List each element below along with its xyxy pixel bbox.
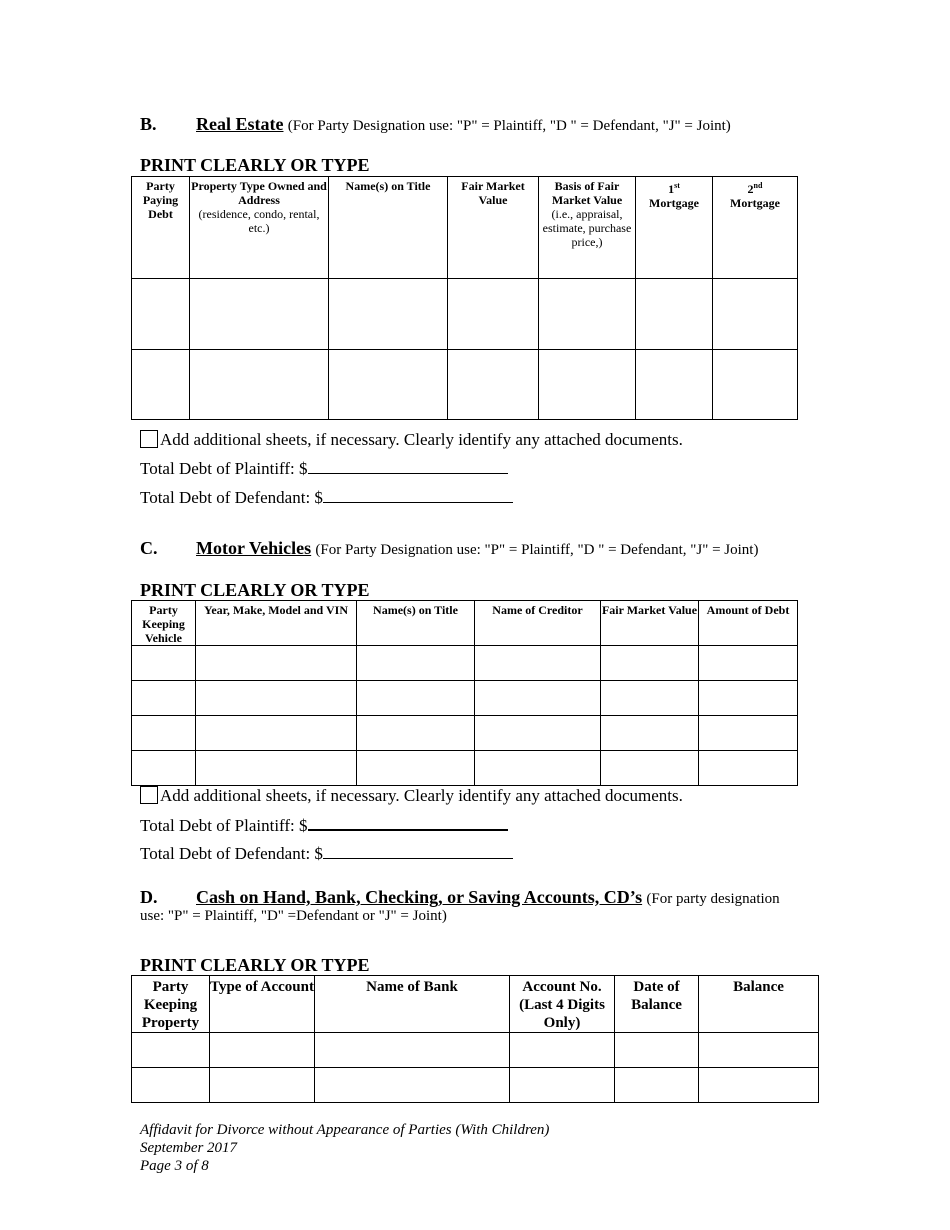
section-c-add-sheets xyxy=(140,786,683,806)
table-cell[interactable] xyxy=(539,350,636,420)
table-cell[interactable] xyxy=(132,1068,210,1103)
header-name-of-creditor: Name of Creditor xyxy=(475,601,601,646)
table-cell[interactable] xyxy=(699,716,798,751)
table-cell[interactable] xyxy=(510,1033,615,1068)
table-cell[interactable] xyxy=(315,1033,510,1068)
section-b-total-defendant xyxy=(140,488,513,508)
table-cell[interactable] xyxy=(329,350,448,420)
table-cell[interactable] xyxy=(190,279,329,350)
total-plaintiff-label: Total Debt of Plaintiff: $ xyxy=(140,816,308,835)
table-row xyxy=(132,751,798,786)
section-c-total-plaintiff xyxy=(140,815,508,836)
header-first-mortgage: 1st Mortgage xyxy=(636,177,713,279)
add-sheets-label: Add additional sheets, if necessary. Clearly identify any attached documents. xyxy=(160,786,683,805)
table-cell[interactable] xyxy=(196,681,357,716)
table-cell[interactable] xyxy=(132,279,190,350)
section-b-total-plaintiff xyxy=(140,459,508,479)
table-cell[interactable] xyxy=(210,1068,315,1103)
table-cell[interactable] xyxy=(475,681,601,716)
section-b-description: (For Party Designation use: "P" = Plaintiff, "D " = Defendant, "J" = Joint) xyxy=(287,118,731,134)
table-cell[interactable] xyxy=(315,1068,510,1103)
table-cell[interactable] xyxy=(132,716,196,751)
table-cell[interactable] xyxy=(196,646,357,681)
table-cell[interactable] xyxy=(636,350,713,420)
table-cell[interactable] xyxy=(448,350,539,420)
table-cell[interactable] xyxy=(132,751,196,786)
section-b-letter: B. xyxy=(140,114,157,134)
header-year-make-model: Year, Make, Model and VIN xyxy=(196,601,357,646)
table-cell[interactable] xyxy=(601,681,699,716)
table-cell[interactable] xyxy=(196,751,357,786)
add-sheets-label: Add additional sheets, if necessary. Clearly identify any attached documents. xyxy=(160,430,683,449)
table-row xyxy=(132,1033,819,1068)
table-row xyxy=(132,350,798,420)
header-balance: Balance xyxy=(699,976,819,1033)
total-plaintiff-field[interactable] xyxy=(308,815,508,831)
table-row xyxy=(132,681,798,716)
section-d-print-label: PRINT CLEARLY OR TYPE xyxy=(140,955,370,975)
table-cell[interactable] xyxy=(210,1033,315,1068)
footer-date: September 2017 xyxy=(140,1140,238,1156)
total-plaintiff-label: Total Debt of Plaintiff: $ xyxy=(140,459,308,478)
header-names-on-title: Name(s) on Title xyxy=(329,177,448,279)
section-d-description-2: use: "P" = Plaintiff, "D" =Defendant or "J" = Joint) xyxy=(140,908,447,924)
table-cell[interactable] xyxy=(475,646,601,681)
header-fair-market-value: Fair Market Value xyxy=(448,177,539,279)
section-b-print-label: PRINT CLEARLY OR TYPE xyxy=(140,155,370,175)
table-cell[interactable] xyxy=(190,350,329,420)
section-c-title: Motor Vehicles xyxy=(196,538,312,558)
footer-title: Affidavit for Divorce without Appearance of Parties (With Children) xyxy=(140,1122,550,1138)
table-cell[interactable] xyxy=(615,1068,699,1103)
table-cell[interactable] xyxy=(357,751,475,786)
section-d-description-1: (For party designation xyxy=(646,891,780,907)
table-cell[interactable] xyxy=(713,350,798,420)
section-d-title: Cash on Hand, Bank, Checking, or Saving Accounts, CD’s xyxy=(196,887,643,907)
header-fair-market-value: Fair Market Value xyxy=(601,601,699,646)
section-d-letter: D. xyxy=(140,887,158,907)
table-cell[interactable] xyxy=(699,646,798,681)
table-cell[interactable] xyxy=(357,681,475,716)
table-cell[interactable] xyxy=(601,751,699,786)
table-cell[interactable] xyxy=(636,279,713,350)
header-type-of-account: Type of Account xyxy=(210,976,315,1033)
header-property-type: Property Type Owned and Address (residence, condo, rental, etc.) xyxy=(190,177,329,279)
header-date-of-balance: Date of Balance xyxy=(615,976,699,1033)
table-row xyxy=(132,279,798,350)
section-c-print-label: PRINT CLEARLY OR TYPE xyxy=(140,580,370,600)
total-defendant-label: Total Debt of Defendant: $ xyxy=(140,844,323,863)
table-cell[interactable] xyxy=(329,279,448,350)
section-c-letter: C. xyxy=(140,538,158,558)
motor-vehicles-table xyxy=(131,600,798,786)
header-amount-of-debt: Amount of Debt xyxy=(699,601,798,646)
footer xyxy=(140,1121,549,1175)
total-defendant-field[interactable] xyxy=(323,844,513,859)
table-cell[interactable] xyxy=(699,1033,819,1068)
section-c-heading xyxy=(140,538,758,560)
table-cell[interactable] xyxy=(601,716,699,751)
total-defendant-field[interactable] xyxy=(323,488,513,503)
section-c-total-defendant xyxy=(140,844,513,864)
header-party-keeping-vehicle: Party Keeping Vehicle xyxy=(132,601,196,646)
table-cell[interactable] xyxy=(357,646,475,681)
section-b-heading xyxy=(140,114,731,136)
header-name-of-bank: Name of Bank xyxy=(315,976,510,1033)
header-names-on-title: Name(s) on Title xyxy=(357,601,475,646)
table-cell[interactable] xyxy=(713,279,798,350)
table-cell[interactable] xyxy=(448,279,539,350)
table-row xyxy=(132,646,798,681)
bank-accounts-table xyxy=(131,975,819,1103)
table-cell[interactable] xyxy=(196,716,357,751)
table-row xyxy=(132,1068,819,1103)
header-party-paying-debt: Party Paying Debt xyxy=(132,177,190,279)
total-defendant-label: Total Debt of Defendant: $ xyxy=(140,488,323,507)
table-cell[interactable] xyxy=(699,751,798,786)
header-party-keeping-property: Party Keeping Property xyxy=(132,976,210,1033)
table-row xyxy=(132,716,798,751)
add-sheets-checkbox[interactable] xyxy=(140,786,158,804)
table-cell[interactable] xyxy=(132,1033,210,1068)
table-cell[interactable] xyxy=(475,716,601,751)
section-d-heading xyxy=(140,887,780,909)
section-b-add-sheets xyxy=(140,430,683,450)
table-cell[interactable] xyxy=(510,1068,615,1103)
table-cell[interactable] xyxy=(132,646,196,681)
table-cell[interactable] xyxy=(475,751,601,786)
table-cell[interactable] xyxy=(132,681,196,716)
section-c-description: (For Party Designation use: "P" = Plaintiff, "D " = Defendant, "J" = Joint) xyxy=(315,542,759,558)
table-cell[interactable] xyxy=(539,279,636,350)
footer-page: Page 3 of 8 xyxy=(140,1158,209,1174)
table-cell[interactable] xyxy=(601,646,699,681)
real-estate-table xyxy=(131,176,798,420)
section-b-title: Real Estate xyxy=(196,114,284,134)
header-account-number: Account No. (Last 4 Digits Only) xyxy=(510,976,615,1033)
table-cell[interactable] xyxy=(699,681,798,716)
add-sheets-checkbox[interactable] xyxy=(140,430,158,448)
total-plaintiff-field[interactable] xyxy=(308,459,508,474)
header-basis-of-value: Basis of Fair Market Value (i.e., appraisal, estimate, purchase price,) xyxy=(539,177,636,279)
table-cell[interactable] xyxy=(357,716,475,751)
table-cell[interactable] xyxy=(132,350,190,420)
header-second-mortgage: 2nd Mortgage xyxy=(713,177,798,279)
table-cell[interactable] xyxy=(615,1033,699,1068)
table-cell[interactable] xyxy=(699,1068,819,1103)
